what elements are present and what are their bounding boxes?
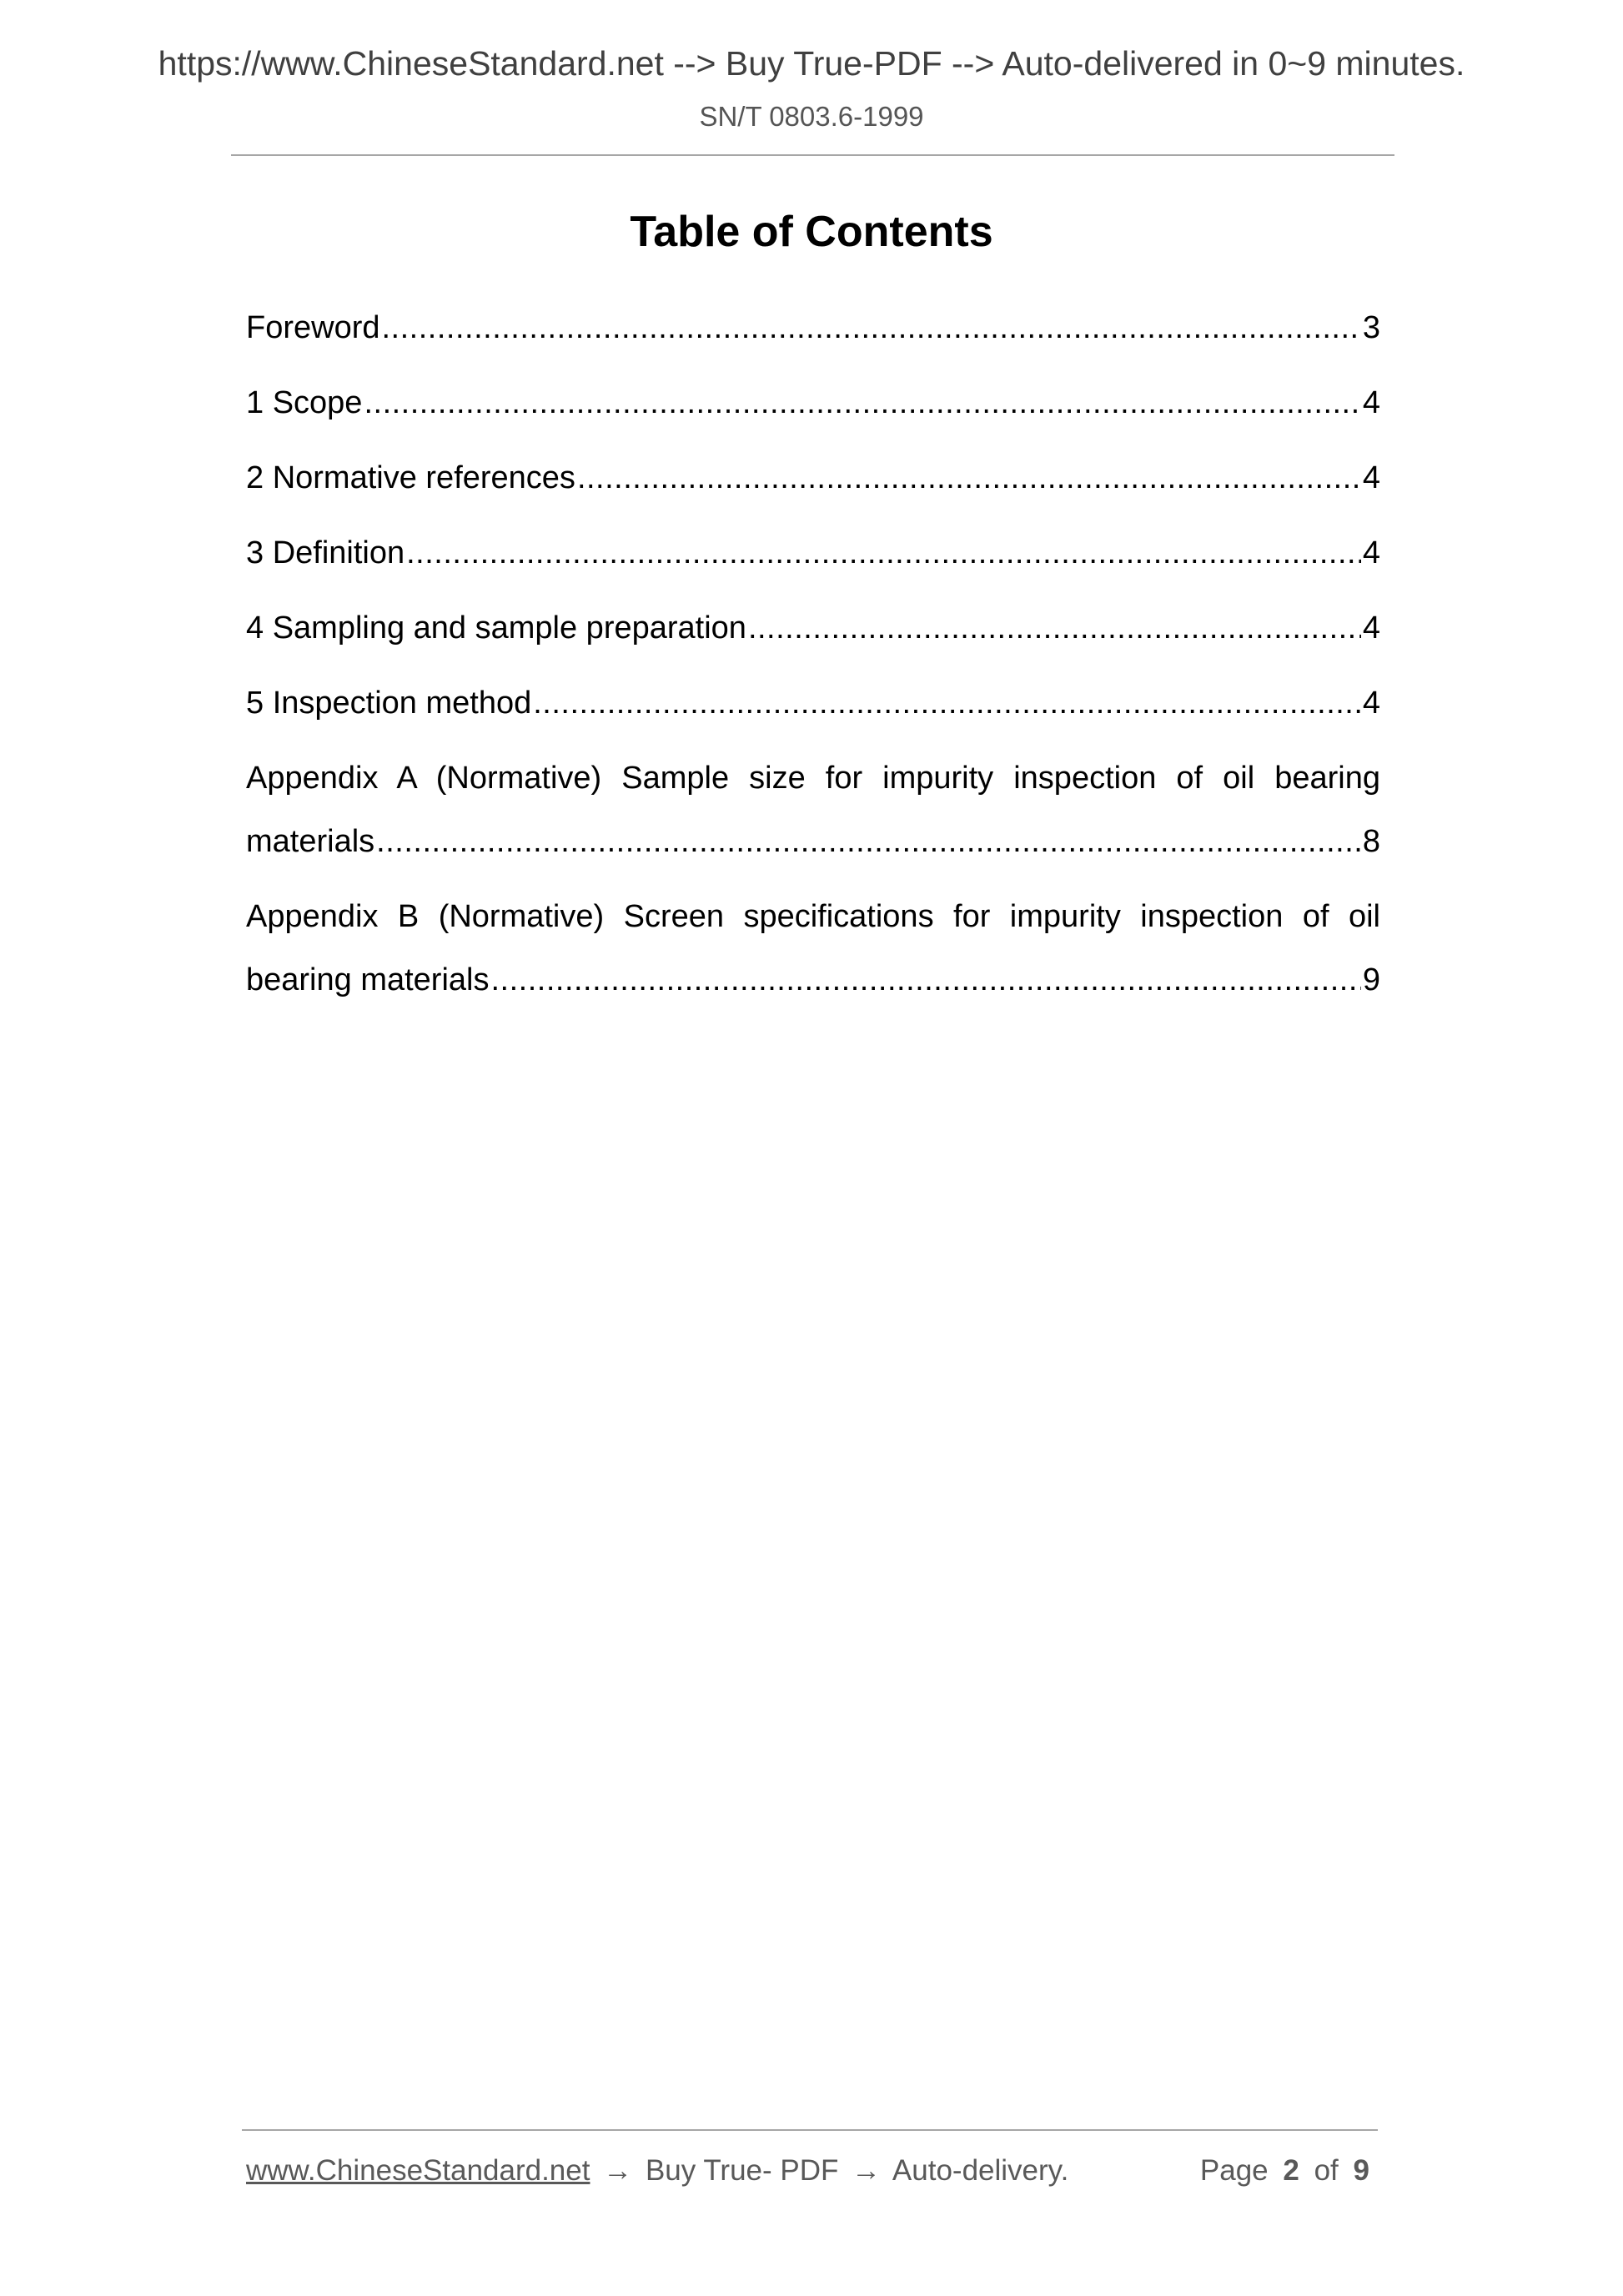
toc-entry-appendix-b[interactable] <box>246 885 1380 1012</box>
table-of-contents <box>246 296 1380 1023</box>
toc-entry-appendix-a[interactable] <box>246 746 1380 873</box>
toc-entry-label-continued: materials <box>246 824 375 859</box>
footer-promo <box>246 2153 1068 2188</box>
toc-entry-label: 5 Inspection method <box>246 686 532 721</box>
toc-entry-page: 4 <box>1362 610 1380 646</box>
toc-entry-label: 3 Definition <box>246 535 405 570</box>
auto-delivery-text: Auto-delivery. <box>892 2154 1069 2187</box>
toc-entry-foreword[interactable] <box>246 296 1380 359</box>
toc-entry-page: 3 <box>1362 310 1380 345</box>
top-banner: https://www.ChineseStandard.net --> Buy True-PDF --> Auto-delivered in 0~9 minutes. <box>158 44 1465 83</box>
toc-entry-label-continued: bearing materials <box>246 962 490 997</box>
toc-entry-page: 4 <box>1362 460 1380 495</box>
toc-entry-normative-references[interactable] <box>246 446 1380 510</box>
toc-entry-label: 2 Normative references <box>246 460 575 495</box>
toc-leader-dots <box>364 371 1360 435</box>
toc-entry-definition[interactable] <box>246 521 1380 585</box>
toc-entry-page: 4 <box>1362 385 1380 420</box>
page-title: Table of Contents <box>630 208 993 256</box>
standard-number: SN/T 0803.6-1999 <box>699 101 924 132</box>
toc-entry-label: Appendix A (Normative) Sample size for impurity inspection of oil bearing <box>246 761 1380 796</box>
arrow-right-icon: → <box>603 2154 633 2187</box>
toc-leader-dots <box>406 521 1361 585</box>
toc-leader-dots <box>533 671 1361 735</box>
header-divider <box>231 154 1394 156</box>
total-pages-number: 9 <box>1353 2154 1369 2187</box>
of-word: of <box>1314 2154 1339 2187</box>
toc-leader-dots <box>748 596 1361 660</box>
toc-entry-label: Foreword <box>246 310 380 345</box>
toc-entry-sampling[interactable] <box>246 596 1380 660</box>
toc-leader-dots <box>577 446 1361 510</box>
toc-entry-label: 1 Scope <box>246 385 363 420</box>
site-link[interactable]: www.ChineseStandard.net <box>246 2154 590 2187</box>
toc-entry-page: 4 <box>1362 535 1380 570</box>
toc-entry-page: 4 <box>1362 686 1380 721</box>
toc-entry-inspection-method[interactable] <box>246 671 1380 735</box>
toc-entry-label: Appendix B (Normative) Screen specifications for impurity inspection of oil <box>246 899 1380 934</box>
current-page-number: 2 <box>1283 2154 1299 2187</box>
arrow-right-icon: → <box>852 2154 882 2187</box>
toc-entry-label: 4 Sampling and sample preparation <box>246 610 746 646</box>
toc-leader-dots <box>490 948 1360 1012</box>
toc-entry-page: 8 <box>1362 824 1380 859</box>
page-counter <box>1200 2153 1376 2188</box>
toc-leader-dots <box>382 296 1361 359</box>
buy-pdf-text: Buy True- PDF <box>645 2154 839 2187</box>
toc-leader-dots <box>376 810 1361 873</box>
toc-entry-page: 9 <box>1362 962 1380 997</box>
toc-entry-scope[interactable] <box>246 371 1380 435</box>
page-word: Page <box>1199 2154 1269 2187</box>
footer-divider <box>242 2129 1378 2131</box>
